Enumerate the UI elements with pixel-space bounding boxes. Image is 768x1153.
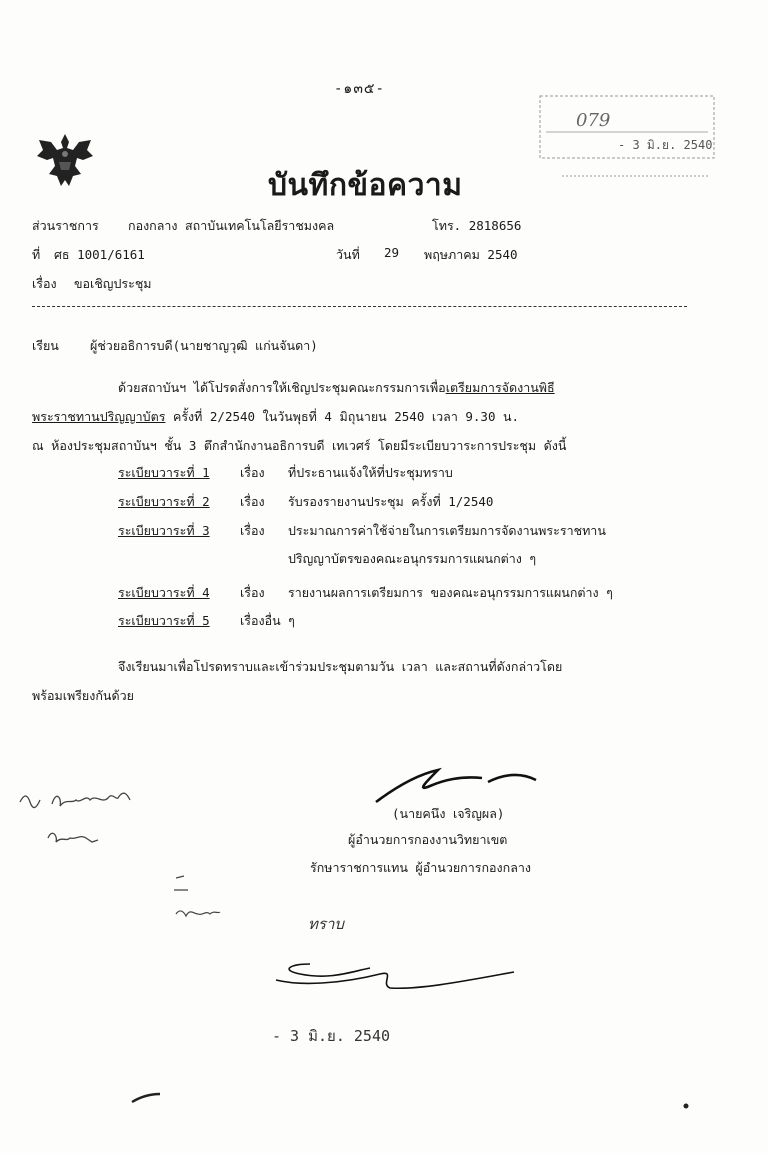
agenda-1-label: ระเบียบวาระที่ 1 <box>118 465 210 480</box>
agenda-5-text: เรื่องอื่น ๆ <box>240 613 295 628</box>
body-line-2-text: ครั้งที่ 2/2540 ในวันพุธที่ 4 มิถุนายน 2540 เวลา 9.30 น. <box>165 409 520 424</box>
department-label: ส่วนราชการ <box>32 218 99 233</box>
body-line-2 <box>32 407 519 427</box>
scan-mark <box>130 1088 170 1108</box>
scan-dot <box>680 1100 692 1112</box>
department: กองกลาง สถาบันเทคโนโลยีราชมงคล <box>128 218 335 233</box>
agenda-1-text: ที่ประธานแจ้งให้ที่ประชุมทราบ <box>288 465 453 480</box>
signatory-name: (นายคนึง เจริญผล) <box>392 806 505 821</box>
acknowledged-note: ทราบ <box>308 915 344 933</box>
salutation-recipient: ผู้ช่วยอธิการบดี(นายชาญวุฒิ แก่นจันดา) <box>90 338 318 353</box>
subject-label: เรื่อง <box>32 276 57 291</box>
stamp-date: - 3 มิ.ย. 2540 <box>618 138 713 152</box>
final-date: - 3 มิ.ย. 2540 <box>272 1027 391 1045</box>
divider <box>32 306 687 307</box>
body-line-3: ณ ห้องประชุมสถาบันฯ ชั้น 3 ตึกสำนักงานอธิการบดี เทเวศร์ โดยมีระเบียบวาระการประชุม ดังนี้ <box>32 438 567 453</box>
date-month-year: พฤษภาคม 2540 <box>424 247 518 262</box>
date-day: 29 <box>384 245 400 260</box>
signatory-position-1: ผู้อำนวยการกองงานวิทยาเขต <box>348 832 508 847</box>
agenda-2-topic-label: เรื่อง <box>240 494 265 509</box>
ref-number: ศธ 1001/6161 <box>54 247 145 262</box>
body-line-2-underlined: พระราชทานปริญญาบัตร <box>32 409 166 424</box>
body-line-1-text: ด้วยสถาบันฯ ได้โปรดสั่งการให้เชิญประชุมคณะกรรมการเพื่อ <box>118 380 446 395</box>
agenda-2-text: รับรองรายงานประชุม ครั้งที่ 1/2540 <box>288 494 494 509</box>
date-label: วันที่ <box>336 247 360 262</box>
agenda-3-topic-label: เรื่อง <box>240 523 265 538</box>
garuda-emblem-icon <box>33 128 97 192</box>
second-signature-drawing <box>270 950 520 1000</box>
subject: ขอเชิญประชุม <box>74 276 152 291</box>
receipt-stamp <box>538 92 718 178</box>
agenda-3-text: ประมาณการค่าใช้จ่ายในการเตรียมการจัดงานพระราชทาน <box>288 523 606 538</box>
phone: โทร. 2818656 <box>432 218 522 233</box>
page-number: -๑๓๕- <box>334 81 385 97</box>
agenda-4-label: ระเบียบวาระที่ 4 <box>118 585 210 600</box>
handwritten-initials <box>170 870 240 920</box>
closing-line-1: จึงเรียนมาเพื่อโปรดทราบและเข้าร่วมประชุมตามวัน เวลา และสถานที่ดังกล่าวโดย <box>118 659 563 674</box>
salutation-label: เรียน <box>32 338 59 353</box>
stamp-number: 079 <box>576 110 611 131</box>
memo-title: บันทึกข้อความ <box>268 168 463 203</box>
signatory-position-2: รักษาราชการแทน ผู้อำนวยการกองกลาง <box>310 860 531 875</box>
agenda-3-text-continued: ปริญญาบัตรของคณะอนุกรรมการแผนกต่าง ๆ <box>288 551 537 566</box>
body-line-1-underlined: เตรียมการจัดงานพิธี <box>445 380 555 395</box>
body-line-1 <box>118 378 555 398</box>
agenda-2-label: ระเบียบวาระที่ 2 <box>118 494 210 509</box>
closing-line-2: พร้อมเพรียงกันด้วย <box>32 688 134 703</box>
signature-drawing <box>370 764 550 808</box>
agenda-4-topic-label: เรื่อง <box>240 585 265 600</box>
handwritten-margin-note <box>18 780 198 860</box>
agenda-5-label: ระเบียบวาระที่ 5 <box>118 613 210 628</box>
agenda-1-topic-label: เรื่อง <box>240 465 265 480</box>
ref-label: ที่ <box>32 247 41 262</box>
agenda-3-label: ระเบียบวาระที่ 3 <box>118 523 210 538</box>
agenda-4-text: รายงานผลการเตรียมการ ของคณะอนุกรรมการแผนกต่าง ๆ <box>288 585 613 600</box>
